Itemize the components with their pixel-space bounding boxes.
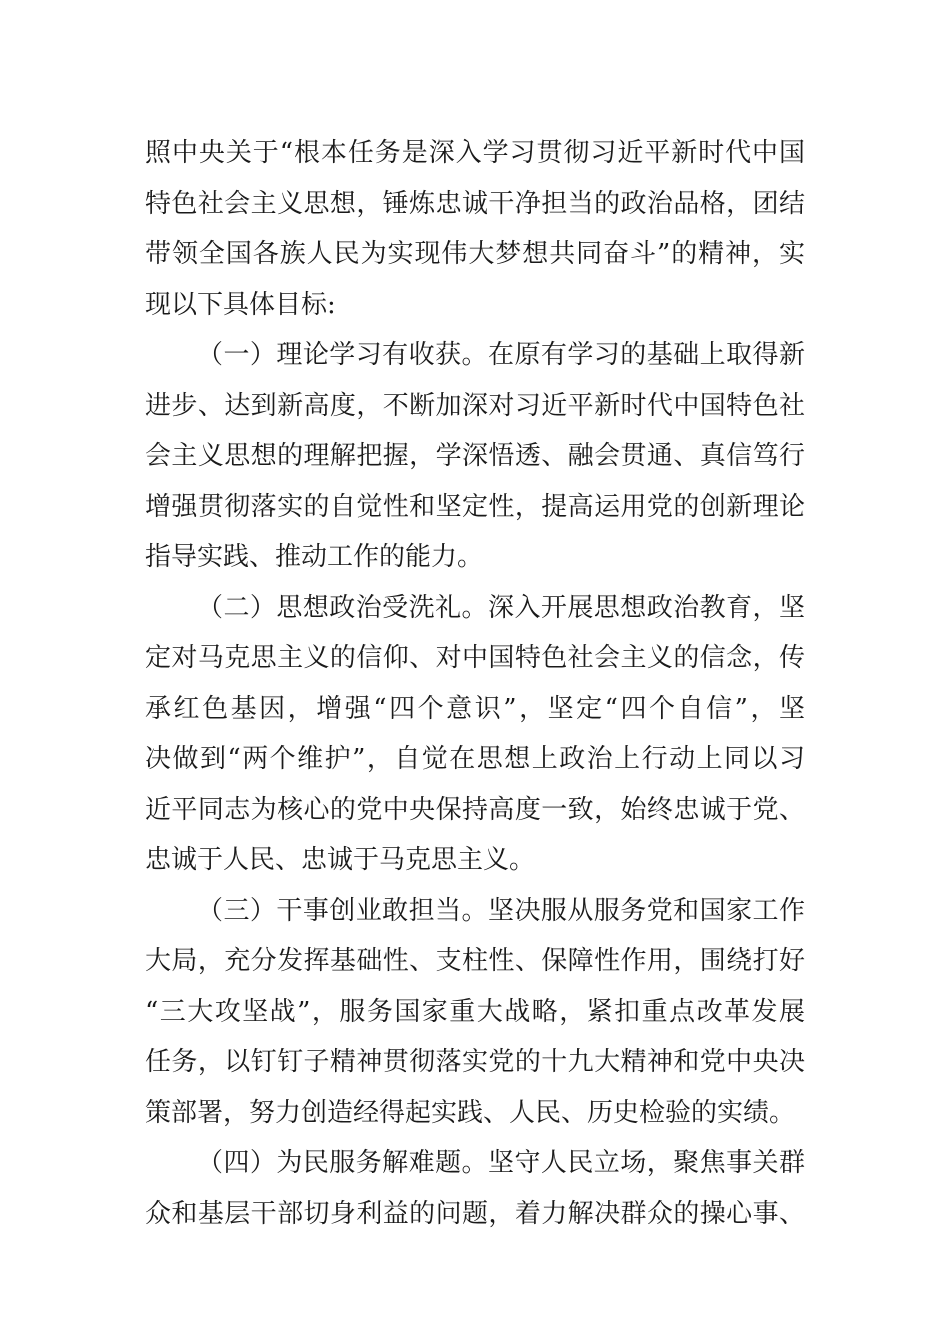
- document-body: [145, 128, 805, 1239]
- text-line: 指导实践、推动工作的能力。: [145, 542, 484, 572]
- text-line: 大局，充分发挥基础性、支柱性、保障性作用，围绕打好: [145, 946, 805, 976]
- text-line: （二）思想政治受洗礼。深入开展思想政治教育，坚: [197, 592, 805, 623]
- text-line: 忠诚于人民、忠诚于马克思主义。: [145, 845, 536, 875]
- text-line: 定对马克思主义的信仰、对中国特色社会主义的信念，传: [145, 643, 805, 673]
- text-line: 承红色基因，增强“四个意识”，坚定“四个自信”，坚: [145, 693, 805, 724]
- text-line: 众和基层干部切身利益的问题，着力解决群众的操心事、: [145, 1198, 805, 1229]
- text-line: 近平同志为核心的党中央保持高度一致，始终忠诚于党、: [145, 794, 805, 825]
- text-line: （三）干事创业敢担当。坚决服从服务党和国家工作: [197, 895, 805, 926]
- text-line: 会主义思想的理解把握，学深悟透、融会贯通、真信笃行: [145, 441, 805, 471]
- text-line: “三大攻坚战”，服务国家重大战略，紧扣重点改革发展: [145, 996, 805, 1027]
- text-line: 任务，以钉钉子精神贯彻落实党的十九大精神和党中央决: [145, 1047, 805, 1077]
- text-line: 决做到“两个维护”，自觉在思想上政治上行动上同以习: [145, 744, 805, 774]
- text-line: 带领全国各族人民为实现伟大梦想共同奋斗”的精神，实: [145, 239, 805, 269]
- text-line: 增强贯彻落实的自觉性和坚定性，提高运用党的创新理论: [145, 491, 805, 522]
- text-line: 进步、达到新高度，不断加深对习近平新时代中国特色社: [145, 390, 805, 421]
- text-line: 策部署，努力创造经得起实践、人民、历史检验的实绩。: [145, 1097, 796, 1128]
- text-line: 照中央关于“根本任务是深入学习贯彻习近平新时代中国: [145, 138, 805, 168]
- text-line: （四）为民服务解难题。坚守人民立场，聚焦事关群: [197, 1148, 805, 1178]
- text-line: 现以下具体目标:: [145, 289, 336, 320]
- text-line: （一）理论学习有收获。在原有学习的基础上取得新: [197, 340, 805, 370]
- text-line: 特色社会主义思想，锤炼忠诚干净担当的政治品格，团结: [145, 188, 805, 219]
